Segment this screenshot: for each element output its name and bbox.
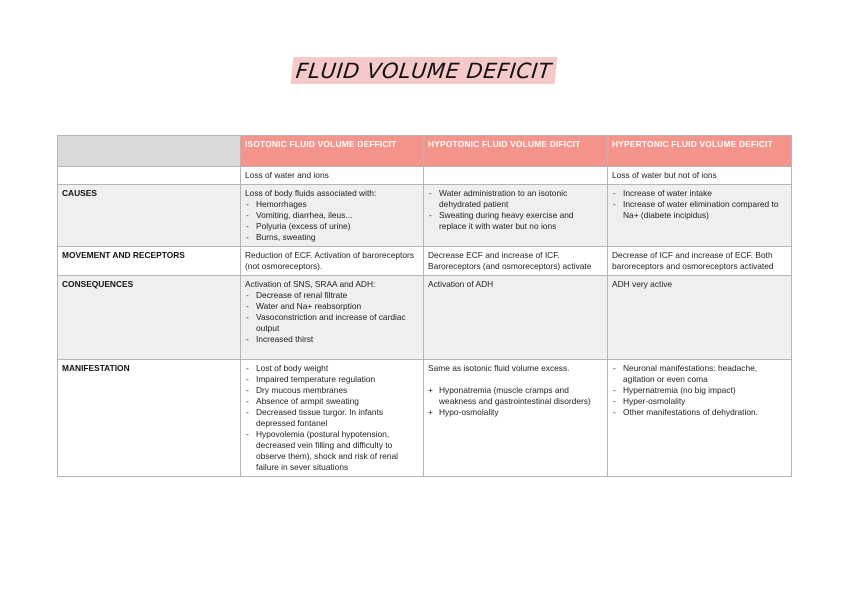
list-item: - Increased thirst [245,334,419,345]
list-item: - Decreased tissue turgor. In infants depressed fontanel [245,407,419,429]
page-title: FLUID VOLUME DEFICIT [291,57,557,84]
list-item: - Decrease of renal filtrate [245,290,419,301]
manifestation-isotonic-list [245,363,419,473]
list-item: - Water administration to an isotonic dehydrated patient [428,188,603,210]
causes-isotonic [241,185,424,247]
causes-row [58,185,792,247]
list-item: - Hyper-osmolality [612,396,787,407]
list-item: - Vomiting, diarrhea, ileus... [245,210,419,221]
list-item: - Dry mucous membranes [245,385,419,396]
manifestation-hypertonic [608,360,792,477]
manifestation-hypotonic-list [428,385,603,418]
consequences-isotonic-list [245,290,419,345]
definition-hypertonic: Loss of water but not of ions [608,167,792,185]
causes-hypotonic [424,185,608,247]
consequences-hypertonic: ADH very active [608,276,792,360]
fluid-deficit-table [57,135,792,477]
consequences-isotonic-intro: Activation of SNS, SRAA and ADH: [245,279,376,289]
causes-hypertonic-list [612,188,787,221]
list-item: - Absence of armpit sweating [245,396,419,407]
title-container [0,57,848,84]
list-item: - Hypovolemia (postural hypotension, decreased vein filling and difficulty to observe them), shock and risk of renal failure in sever situations [245,429,419,473]
movement-hypertonic: Decrease of ICF and increase of ECF. Both baroreceptors and osmoreceptors activated [608,247,792,276]
spacer [245,345,419,356]
manifestation-isotonic [241,360,424,477]
movement-isotonic: Reduction of ECF. Activation of baroreceptors (not osmoreceptors). [241,247,424,276]
definition-isotonic: Loss of water and ions [241,167,424,185]
header-hypotonic: HYPOTONIC FLUID VOLUME DIFICIT [424,136,608,167]
movement-label: MOVEMENT AND RECEPTORS [58,247,241,276]
header-hypertonic: HYPERTONIC FLUID VOLUME DEFICIT [608,136,792,167]
causes-isotonic-intro: Loss of body fluids associated with: [245,188,377,198]
header-isotonic: ISOTONIC FLUID VOLUME DEFFICIT [241,136,424,167]
list-item: - Hypernatremia (no big impact) [612,385,787,396]
manifestation-hypotonic-intro: Same as isotonic fluid volume excess. [428,363,570,373]
movement-row [58,247,792,276]
list-item: - Burns, sweating [245,232,419,243]
consequences-isotonic [241,276,424,360]
list-item: - Neuronal manifestations: headache, agitation or even coma [612,363,787,385]
list-item: - Other manifestations of dehydration. [612,407,787,418]
list-item: - Increase of water intake [612,188,787,199]
consequences-label: CONSEQUENCES [58,276,241,360]
definition-row [58,167,792,185]
header-row [58,136,792,167]
list-item: - Hemorrhages [245,199,419,210]
consequences-row [58,276,792,360]
spacer [428,374,603,385]
list-item: - Sweating during heavy exercise and replace it with water but no ions [428,210,603,232]
causes-hypertonic [608,185,792,247]
movement-hypotonic: Decrease ECF and increase of ICF. Baroreceptors (and osmoreceptors) activate [424,247,608,276]
list-item: + Hypo-osmolality [428,407,603,418]
list-item: - Polyuria (excess of urine) [245,221,419,232]
manifestation-hypertonic-list [612,363,787,418]
definition-label-cell [58,167,241,185]
list-item: - Lost of body weight [245,363,419,374]
list-item: - Impaired temperature regulation [245,374,419,385]
causes-hypotonic-list [428,188,603,232]
list-item: + Hyponatremia (muscle cramps and weakness and gastrointestinal disorders) [428,385,603,407]
header-corner-cell [58,136,241,167]
manifestation-row [58,360,792,477]
causes-isotonic-list [245,199,419,243]
manifestation-hypotonic [424,360,608,477]
consequences-hypotonic: Activation of ADH [424,276,608,360]
list-item: - Water and Na+ reabsorption [245,301,419,312]
definition-hypotonic [424,167,608,185]
list-item: - Vasoconstriction and increase of cardiac output [245,312,419,334]
causes-label: CAUSES [58,185,241,247]
list-item: - Increase of water elimination compared to Na+ (diabete incipidus) [612,199,787,221]
manifestation-label: MANIFESTATION [58,360,241,477]
